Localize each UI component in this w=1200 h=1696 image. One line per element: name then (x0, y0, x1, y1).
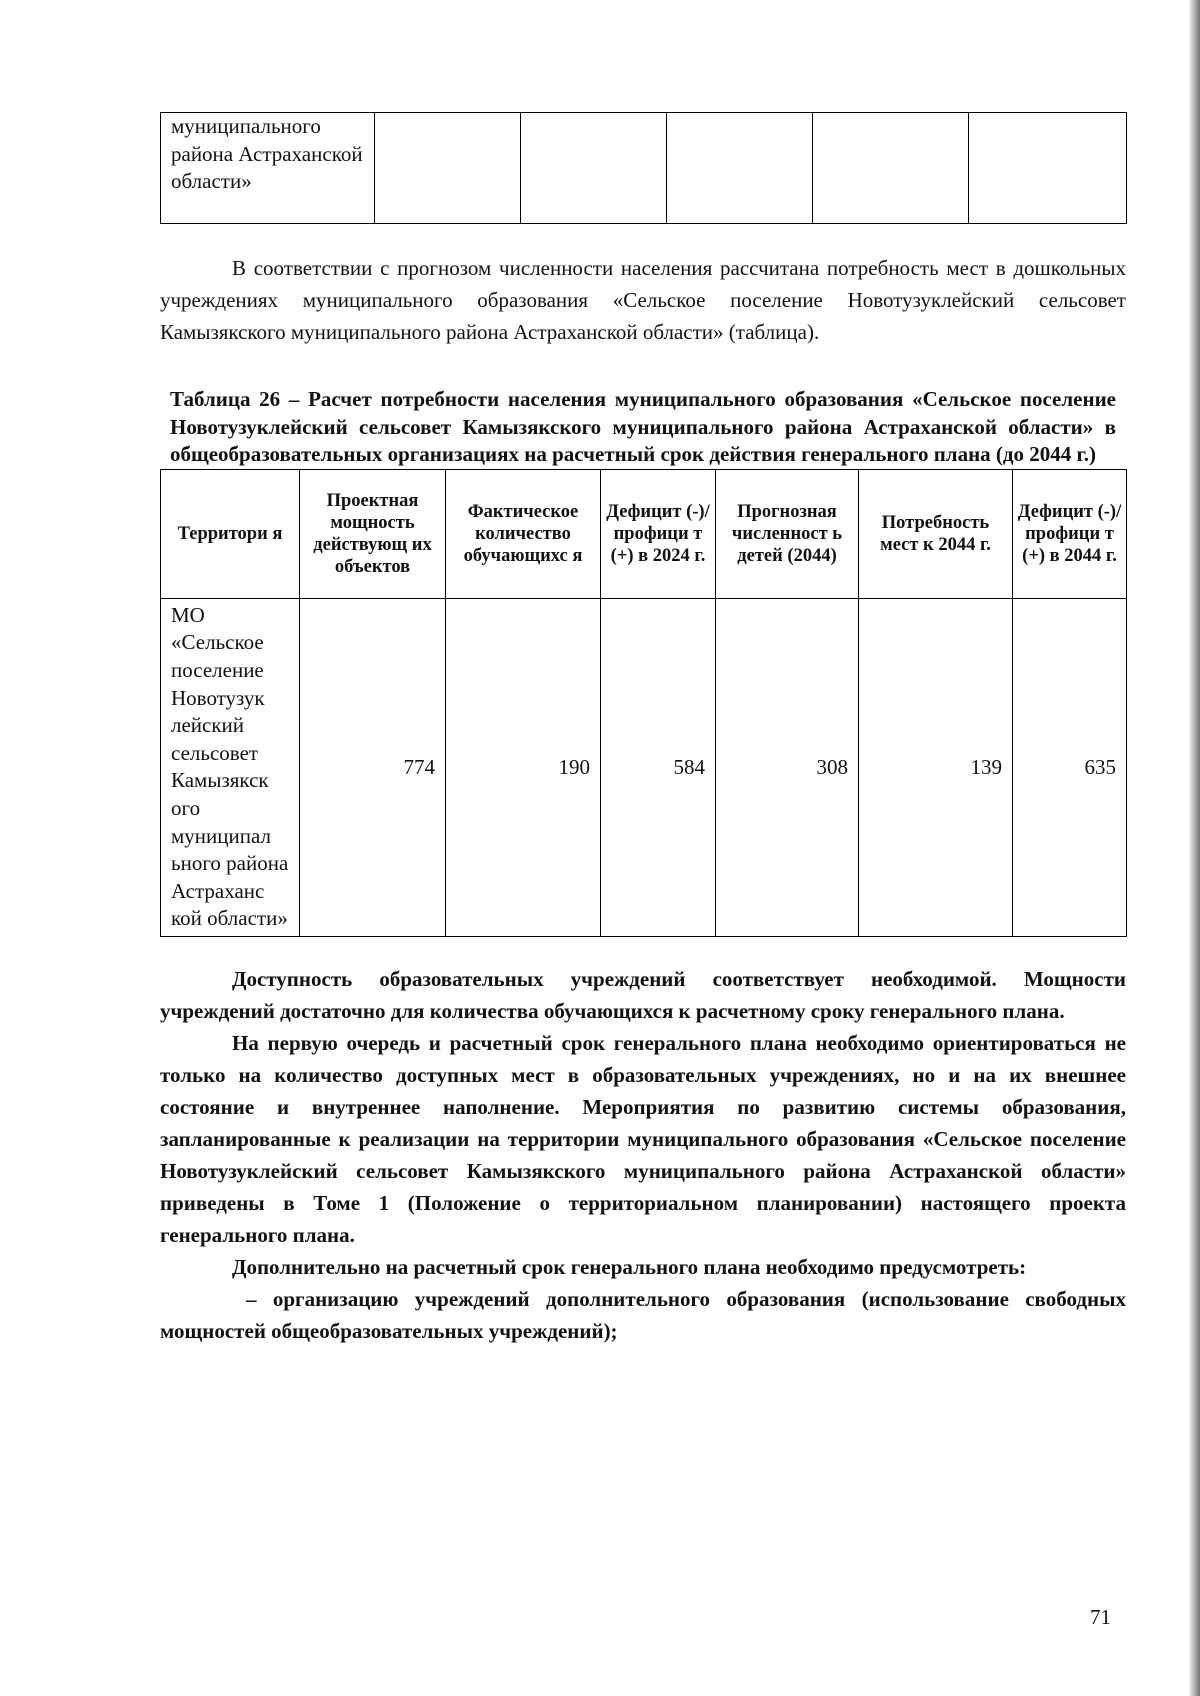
empty-cell (667, 113, 813, 224)
header-forecast-children: Прогнозная численност ь детей (2044) (716, 469, 859, 598)
header-territory: Территори я (161, 469, 300, 598)
table-header-row (161, 469, 1127, 598)
page-edge-shadow (1188, 0, 1200, 1696)
empty-cell (375, 113, 521, 224)
table-row (161, 598, 1127, 936)
intro-paragraph: В соответствии с прогнозом численности населения рассчитана потребность мест в дошкольных учреждениях муниципального образования «Сельское поселение Новотузуклейский сельсовет Камызякского муниципального района Астраханской области» (таблица). (160, 256, 1126, 344)
header-design-capacity: Проектная мощность действующ их объектов (300, 469, 446, 598)
document-page (160, 112, 1126, 1347)
empty-cell (969, 113, 1127, 224)
territory-cell: муниципального района Астраханской области» (161, 113, 375, 224)
balance-2044-cell: 635 (1013, 598, 1127, 936)
actual-students-cell: 190 (446, 598, 601, 936)
list-item: – организацию учреждений дополнительного образования (использование свободных мощностей общеобразовательных учреждений); (160, 1286, 1126, 1343)
design-capacity-cell: 774 (300, 598, 446, 936)
header-balance-2044: Дефицит (-)/ профици т (+) в 2044 г. (1013, 469, 1127, 598)
conclusion-paragraph-2: На первую очередь и расчетный срок генерального плана необходимо ориентироваться не только на количество доступных мест в образовательных учреждениях, но и на их внешнее состояние и внутреннее наполнение. Мероприятия по развитию системы образования, запланированные к реализации на территории муниципального образования «Сельское поселение Новотузуклейский сельсовет Камызякского муниципального района Астраханской области» приведены в Томе 1 (Положение о территориальном планировании) настоящего проекта генерального плана. (160, 1030, 1126, 1247)
empty-cell (813, 113, 969, 224)
empty-cell (521, 113, 667, 224)
table-caption: Таблица 26 – Расчет потребности населения муниципального образования «Сельское поселение Новотузуклейский сельсовет Камызякского муниципального района Астраханской области» в общеобразовательных организациях на расчетный срок действия генерального плана (до 2044 г.) (170, 387, 1116, 467)
header-actual-students: Фактическое количество обучающихс я (446, 469, 601, 598)
header-need-2044: Потребность мест к 2044 г. (859, 469, 1013, 598)
territory-cell: МО «Сельское поселение Новотузук лейский сельсовет Камызякск ого муниципал ьного района Астраханс кой области» (161, 598, 300, 936)
conclusion-paragraph-1: Доступность образовательных учреждений соответствует необходимой. Мощности учреждений достаточно для количества обучающихся к расчетному сроку генерального плана. (160, 966, 1126, 1023)
balance-2024-cell: 584 (601, 598, 716, 936)
page-number: 71 (1090, 1605, 1111, 1629)
conclusion-paragraph-3: Дополнительно на расчетный срок генерального плана необходимо предусмотреть: (232, 1254, 1027, 1279)
header-balance-2024: Дефицит (-)/ профици т (+) в 2024 г. (601, 469, 716, 598)
forecast-children-cell: 308 (716, 598, 859, 936)
need-2044-cell: 139 (859, 598, 1013, 936)
needs-table (160, 469, 1127, 937)
conclusions-block (160, 963, 1126, 1347)
table-row (161, 113, 1127, 224)
continued-table (160, 112, 1127, 224)
